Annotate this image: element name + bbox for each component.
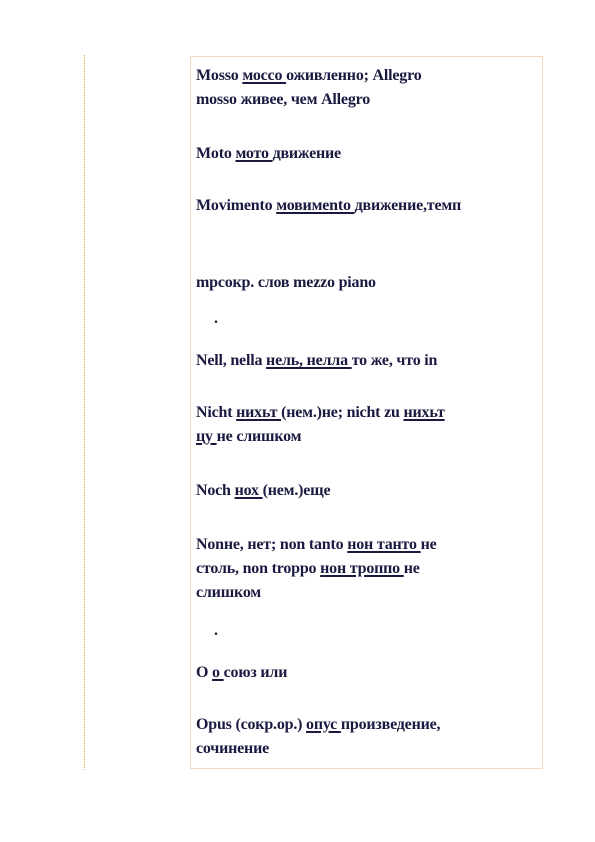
- entry-text: не слишком: [216, 428, 302, 445]
- entry-nell: [196, 349, 541, 373]
- entry-text: движение: [272, 145, 341, 162]
- entry-opus: [196, 713, 541, 761]
- entry-line: [196, 425, 541, 449]
- pronunciation: нихьт: [236, 404, 282, 421]
- entry-text: сочинение: [196, 740, 269, 757]
- entry-text: Movimento: [196, 197, 277, 214]
- entry-noch: [196, 479, 541, 503]
- entry-mp: [196, 271, 541, 295]
- entry-text: (нем.)еще: [262, 482, 331, 499]
- pronunciation: мовимento: [276, 197, 355, 214]
- entry-text: Nell, nella: [196, 352, 267, 369]
- entry-non: [196, 533, 541, 605]
- separator-dot: .: [214, 310, 218, 327]
- entry-o: [196, 661, 541, 685]
- entry-text: столь, non troppo: [196, 560, 321, 577]
- entry-line: [196, 533, 541, 557]
- entry-line: [196, 557, 541, 581]
- pronunciation: нох: [234, 482, 263, 499]
- entry-line: [196, 194, 541, 218]
- entry-line: [196, 271, 541, 295]
- pronunciation: мото: [235, 145, 273, 162]
- pronunciation: опус: [306, 716, 341, 733]
- entry-text: Nicht: [196, 404, 237, 421]
- entry-text: движение,темп: [354, 197, 462, 214]
- separator-dot: .: [214, 622, 218, 639]
- entry-text: произведение,: [340, 716, 441, 733]
- entry-text: Opus (сокр.ор.): [196, 716, 307, 733]
- pronunciation: о: [212, 664, 224, 681]
- entry-text: не: [403, 560, 420, 577]
- entry-text: оживленно; Allegro: [286, 67, 422, 84]
- entry-text: то же, что in: [351, 352, 438, 369]
- pronunciation: нон танто: [347, 536, 421, 553]
- entry-line: [196, 64, 541, 88]
- pronunciation: нон троппо: [320, 560, 404, 577]
- entry-text: Moto: [196, 145, 236, 162]
- entry-line: [196, 737, 541, 761]
- entry-moto: [196, 142, 541, 166]
- entry-text: Nonне, нет; non tanto: [196, 536, 348, 553]
- entry-line: [196, 401, 541, 425]
- entry-line: [196, 88, 541, 112]
- entry-line: [196, 142, 541, 166]
- entry-text: Mosso: [196, 67, 243, 84]
- entry-nicht: [196, 401, 541, 449]
- entry-line: [196, 661, 541, 685]
- entry-line: [196, 713, 541, 737]
- pronunciation: нель, нелла: [266, 352, 352, 369]
- entry-text: mosso живее, чем Allegro: [196, 91, 371, 108]
- entry-text: (нем.)не; nicht zu: [281, 404, 404, 421]
- pronunciation: мосcо: [242, 67, 287, 84]
- entry-line: [196, 581, 541, 605]
- entry-movimento: [196, 194, 541, 218]
- entry-line: [196, 349, 541, 373]
- entry-text: mpсокр. слов mezzo piano: [196, 274, 376, 291]
- pronunciation: цу: [196, 428, 217, 445]
- entry-text: не: [420, 536, 437, 553]
- entry-mosso: [196, 64, 541, 112]
- entry-text: O: [196, 664, 213, 681]
- pronunciation: нихьт: [403, 404, 445, 421]
- margin-rule: [84, 55, 85, 770]
- entry-text: союз или: [223, 664, 288, 681]
- entry-text: Noch: [196, 482, 235, 499]
- entry-line: [196, 479, 541, 503]
- entry-text: слишком: [196, 584, 262, 601]
